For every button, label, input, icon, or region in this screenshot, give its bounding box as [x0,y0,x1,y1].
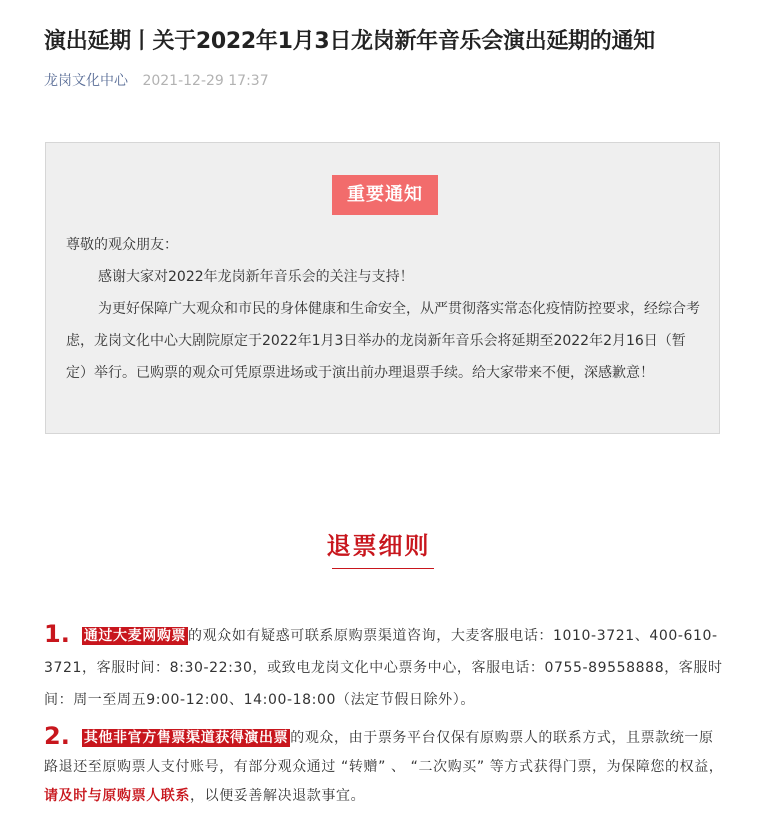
item-emphasis: 请及时与原购票人联系 [44,788,190,804]
notice-text [66,229,706,389]
item-number: 1. [44,620,70,648]
notice-thanks: 感谢大家对2022年龙岗新年音乐会的关注与支持！ [98,269,414,285]
article-title: 演出延期丨关于2022年1月3日龙岗新年音乐会演出延期的通知 [44,29,655,54]
author-link[interactable]: 龙岗文化中心 [44,73,128,89]
notice-badge: 重要通知 [332,175,438,215]
refund-section-title: 退票细则 [326,532,431,560]
refund-item [44,618,724,716]
publish-date: 2021-12-29 17:37 [142,73,269,89]
section-divider [332,568,434,569]
item-highlight: 通过大麦网购票 [83,628,187,644]
item-tail: ，以便妥善解决退款事宜。 [190,788,366,804]
item-text: 的观众，由于票务平台仅保有原购票人的联系方式，且票款统一原路退还至原购票人支付账号，有部分观众通过 “转赠” 、 “二次购买” 等方式获得门票，为保障您的权益， [44,730,724,775]
article-meta [44,71,269,91]
notice-box [45,142,720,434]
notice-body: 为更好保障广大观众和市民的身体健康和生命安全，从严贯彻落实常态化疫情防控要求，经综合考虑，龙岗文化中心大剧院原定于2022年1月3日举办的龙岗新年音乐会将延期至2022年2月16日（暂定）举行。已购票的观众可凭原票进场或于演出前办理退票手续。给大家带来不便，深感歉意！ [66,301,700,381]
notice-greeting: 尊敬的观众朋友： [66,237,178,253]
item-text: 的观众如有疑惑可联系原购票渠道咨询，大麦客服电话：1010-3721、400-610-3721，客服时间：8:30-22:30，或致电龙岗文化中心票务中心，客服电话：0755-89558888，客服时间：周一至周五9:00-12:00、14:00-18:00（法定节假日除外）。 [44,628,723,708]
item-highlight: 其他非官方售票渠道获得演出票 [83,730,289,746]
refund-item [44,722,724,811]
item-number: 2. [44,722,70,750]
